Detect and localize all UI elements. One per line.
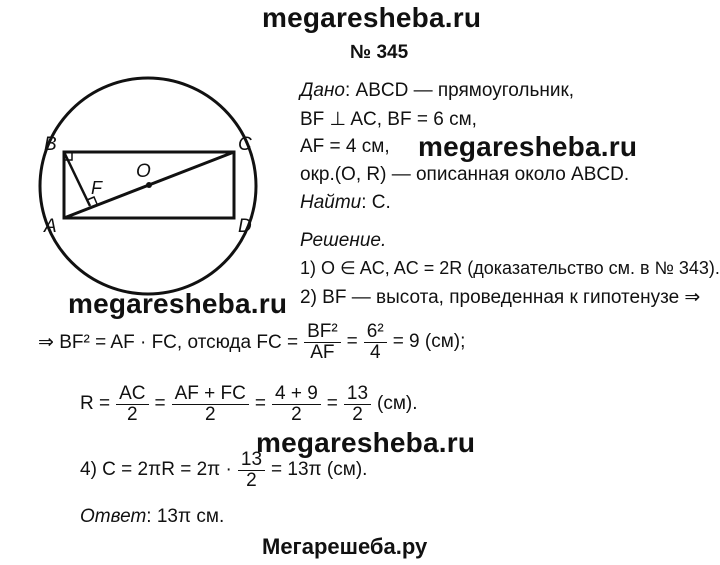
watermark-mid-left: megaresheba.ru [68, 288, 288, 319]
frac-den: 4 [369, 341, 381, 363]
equals-sign: = [254, 393, 266, 415]
frac-num: AC [116, 384, 148, 405]
given-line-3: AF = 4 см, [300, 136, 390, 157]
center-point-o [146, 182, 152, 188]
fraction-bf2-af [304, 322, 341, 363]
label-o: O [136, 161, 151, 182]
frac-den: 2 [127, 403, 138, 425]
watermark-mid-right: megaresheba.ru [418, 131, 638, 162]
find-label: Найти [300, 192, 362, 213]
label-d: D [238, 216, 252, 237]
solution-step-4 [80, 450, 367, 491]
given-line-1 [300, 80, 574, 102]
frac-num: BF² [304, 322, 341, 343]
fraction-13-2-c [238, 450, 265, 491]
label-c: C [238, 134, 252, 155]
equals-sign: = [346, 331, 358, 353]
frac-den: 2 [352, 403, 363, 425]
label-a: A [44, 216, 57, 237]
frac-den: AF [310, 341, 335, 363]
answer-text: : 13π см. [146, 506, 225, 527]
frac-num: 13 [344, 384, 371, 405]
r-lead: R = [80, 393, 111, 415]
fraction-ac-2 [116, 384, 148, 425]
answer-line [80, 506, 224, 528]
fraction-6sq-4 [364, 322, 387, 363]
problem-number: № 345 [350, 42, 409, 63]
given-line-4: окр.(O, R) — описанная около ABCD. [300, 164, 630, 185]
find-text: : C. [361, 192, 391, 213]
fraction-af-fc-2 [172, 384, 249, 425]
watermark-lower: megaresheba.ru [256, 427, 476, 458]
answer-label: Ответ [80, 506, 147, 527]
solution-step-1: 1) O ∈ AC, AC = 2R (доказательство см. в № 343). [300, 258, 720, 278]
footer-site-name: Мегарешеба.ру [262, 534, 428, 559]
frac-num: 13 [238, 450, 265, 471]
equals-sign: = [154, 393, 166, 415]
find-line [300, 192, 391, 214]
frac-num: 4 + 9 [272, 384, 321, 405]
frac-den: 2 [291, 403, 302, 425]
step4-result: = 13π (см). [271, 459, 368, 481]
frac-num: AF + FC [172, 384, 249, 405]
solution-step-3 [38, 322, 465, 363]
frac-den: 2 [246, 469, 257, 491]
frac-den: 2 [204, 403, 216, 425]
fraction-13-2 [344, 384, 371, 425]
given-label: Дано [300, 80, 345, 101]
equals-sign: = [326, 393, 338, 415]
step3-lead: ⇒ BF² = AF · FC, отсюда FC = [38, 331, 299, 353]
fraction-4-9-2 [272, 384, 321, 425]
label-b: B [44, 134, 57, 155]
watermark-top: megaresheba.ru [262, 2, 482, 33]
r-unit: (см). [377, 393, 418, 415]
frac-num: 6² [364, 322, 387, 343]
step4-lead: 4) C = 2πR = 2π · [80, 459, 232, 481]
label-f: F [91, 178, 102, 198]
solution-label: Решение. [300, 230, 387, 251]
solution-step-r [80, 384, 418, 425]
given-text: : ABCD — прямоугольник, [344, 80, 575, 101]
step3-result: = 9 (см); [392, 331, 466, 353]
solution-step-2: 2) BF — высота, проведенная к гипотенузе ⇒ [300, 287, 701, 308]
given-line-2: BF ⊥ AC, BF = 6 см, [300, 109, 477, 130]
